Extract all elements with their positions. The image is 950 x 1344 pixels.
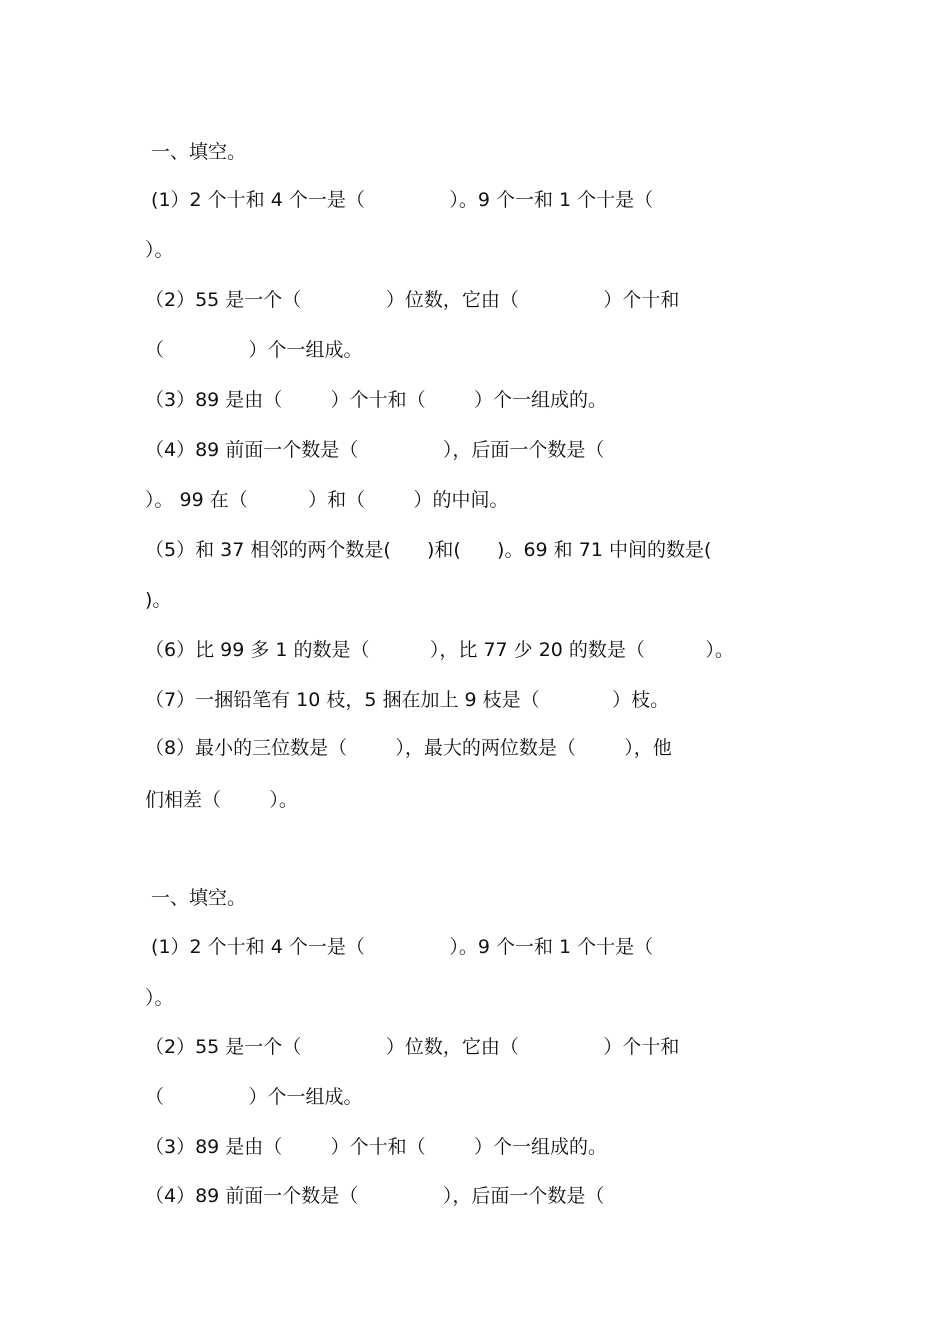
question-line: （7）一捆铅笔有 10 枝，5 捆在加上 9 枝是（ ）枝。 [145, 689, 670, 711]
question-line: （2）55 是一个（ ）位数，它由（ ）个十和 [145, 289, 680, 311]
question-line: （6）比 99 多 1 的数是（ ），比 77 少 20 的数是（ ）。 [145, 639, 734, 661]
question-line: ）。 99 在（ ）和（ ）的中间。 [145, 489, 509, 511]
question-line: （2）55 是一个（ ）位数，它由（ ）个十和 [145, 1036, 680, 1058]
question-line: （4）89 前面一个数是（ ），后面一个数是（ [145, 439, 605, 461]
question-line: （8）最小的三位数是（ ），最大的两位数是（ ），他 [145, 737, 672, 759]
section-heading: 一、填空。 [145, 887, 247, 909]
question-line: （ ）个一组成。 [145, 1086, 363, 1108]
question-line: （5）和 37 相邻的两个数是( )和( )。69 和 71 中间的数是( [145, 539, 712, 561]
question-line: ）。 [145, 987, 174, 1009]
question-line: （3）89 是由（ ）个十和（ ）个一组成的。 [145, 389, 607, 411]
question-line: （3）89 是由（ ）个十和（ ）个一组成的。 [145, 1136, 607, 1158]
question-line: (1）2 个十和 4 个一是（ ）。9 个一和 1 个十是（ [145, 189, 654, 211]
question-line: （ ）个一组成。 [145, 339, 363, 361]
question-line: ）。 [145, 239, 174, 261]
section-heading: 一、填空。 [145, 141, 247, 163]
question-line: （4）89 前面一个数是（ ），后面一个数是（ [145, 1185, 605, 1207]
question-line: 们相差（ ）。 [145, 789, 298, 811]
question-line: )。 [145, 589, 172, 611]
question-line: (1）2 个十和 4 个一是（ ）。9 个一和 1 个十是（ [145, 936, 654, 958]
